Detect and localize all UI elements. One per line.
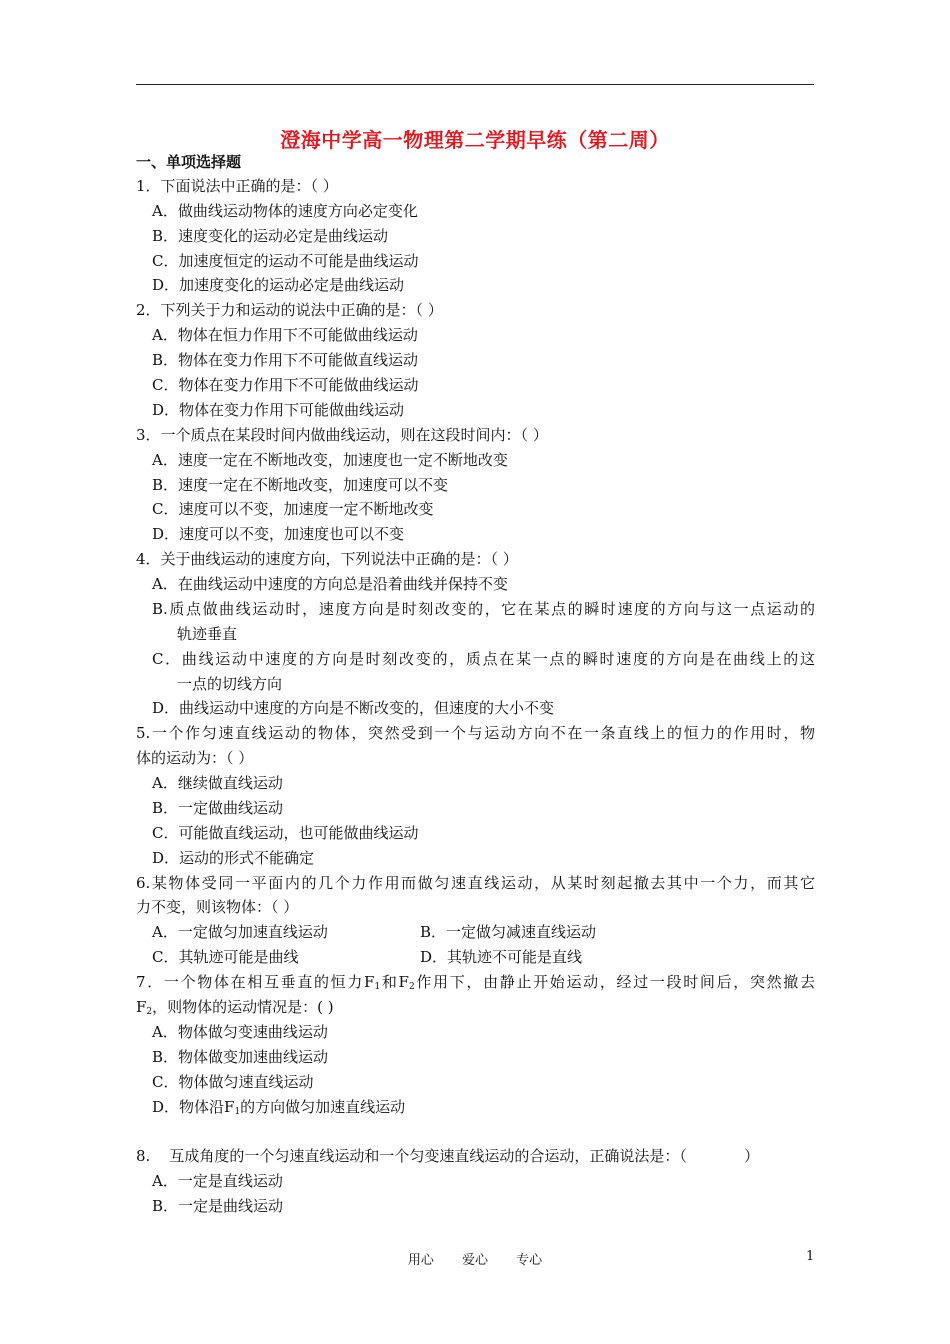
footer-word-2: 爱心 — [461, 1253, 488, 1268]
question-5-option-a: A．继续做直线运动 — [152, 774, 283, 792]
question-4-option-b-continued: 轨迹垂直 — [177, 625, 238, 643]
question-3-stem: 3．一个质点在某段时间内做曲线运动，则在这段时间内：（ ） — [136, 426, 548, 444]
question-2-stem: 2．下列关于力和运动的说法中正确的是：（ ） — [136, 301, 443, 319]
question-4-stem: 4．关于曲线运动的速度方向，下列说法中正确的是：（ ） — [136, 550, 518, 568]
question-1-option-d: D．加速度变化的运动必定是曲线运动 — [152, 276, 405, 294]
question-1-option-a: A．做曲线运动物体的速度方向必定变化 — [152, 202, 418, 220]
question-4-option-b: B.质点做曲线运动时，速度方向是时刻改变的，它在某点的瞬时速度的方向与这一点运动的 — [152, 600, 815, 618]
question-6-option-b: B．一定做匀减速直线运动 — [420, 923, 597, 941]
question-4-option-c-continued: 一点的切线方向 — [177, 675, 283, 693]
page-number: 1 — [806, 1249, 815, 1264]
question-7-stem-continued: $F_2$，则物体的运动情况是：( ) — [136, 998, 334, 1017]
question-5-option-d: D．运动的形式不能确定 — [152, 849, 315, 867]
question-6-stem: 6.某物体受同一平面内的几个力作用而做匀速直线运动，从某时刻起撤去其中一个力，而其它 — [136, 874, 815, 892]
question-3-option-d: D．速度可以不变，加速度也可以不变 — [152, 525, 405, 543]
question-6-option-c: C．其轨迹可能是曲线 — [152, 948, 299, 966]
question-2-option-b: B．物体在变力作用下不可能做直线运动 — [152, 351, 419, 369]
question-8-option-a: A．一定是直线运动 — [152, 1172, 283, 1190]
question-6-stem-continued: 力不变，则该物体：（ ） — [136, 898, 299, 916]
question-6-option-d: D．其轨迹不可能是直线 — [420, 948, 583, 966]
question-7-option-d: D．物体沿$F_1$的方向做匀加速直线运动 — [152, 1098, 406, 1117]
page-title: 澄海中学高一物理第二学期早练（第二周） — [280, 128, 670, 152]
question-2-option-c: C．物体在变力作用下不可能做曲线运动 — [152, 376, 419, 394]
question-7-option-b: B．物体做变加速曲线运动 — [152, 1048, 329, 1066]
question-3-option-c: C．速度可以不变，加速度一定不断地改变 — [152, 500, 434, 518]
question-1-option-c: C．加速度恒定的运动不可能是曲线运动 — [152, 252, 419, 270]
footer-word-1: 用心 — [407, 1253, 434, 1268]
question-3-option-a: A．速度一定在不断地改变，加速度也一定不断地改变 — [152, 451, 508, 469]
footer-word-3: 专心 — [516, 1253, 543, 1268]
question-5-stem-continued: 体的运动为：（ ） — [136, 749, 254, 767]
question-2-option-d: D．物体在变力作用下可能做曲线运动 — [152, 401, 405, 419]
question-1-stem: 1．下面说法中正确的是：（ ） — [136, 177, 338, 195]
question-8-stem: 8. 互成角度的一个匀速直线运动和一个匀变速直线运动的合运动，正确说法是：（ ） — [136, 1147, 760, 1165]
section-heading: 一、单项选择题 — [136, 153, 242, 171]
question-7-option-a: A．物体做匀变速曲线运动 — [152, 1023, 328, 1041]
question-1-option-b: B．速度变化的运动必定是曲线运动 — [152, 227, 389, 245]
question-2-option-a: A．物体在恒力作用下不可能做曲线运动 — [152, 326, 418, 344]
question-4-option-a: A．在曲线运动中速度的方向总是沿着曲线并保持不变 — [152, 575, 508, 593]
header-rule — [136, 84, 814, 85]
question-4-option-c: C．曲线运动中速度的方向是时刻改变的，质点在某一点的瞬时速度的方向是在曲线上的这 — [152, 650, 815, 668]
question-7-stem: 7．一个物体在相互垂直的恒力$F_1$和$F_2$作用下，由静止开始运动，经过一段时间后，突然撤去 — [136, 973, 815, 992]
question-5-stem: 5.一个作匀速直线运动的物体，突然受到一个与运动方向不在一条直线上的恒力的作用时，物 — [136, 724, 815, 742]
question-4-option-d: D．曲线运动中速度的方向是不断改变的，但速度的大小不变 — [152, 699, 555, 717]
question-8-option-b: B．一定是曲线运动 — [152, 1197, 284, 1215]
question-6-option-a: A．一定做匀加速直线运动 — [152, 923, 328, 941]
question-3-option-b: B．速度一定在不断地改变，加速度可以不变 — [152, 476, 449, 494]
question-5-option-b: B．一定做曲线运动 — [152, 799, 284, 817]
question-5-option-c: C．可能做直线运动，也可能做曲线运动 — [152, 824, 419, 842]
question-7-option-c: C．物体做匀速直线运动 — [152, 1073, 314, 1091]
